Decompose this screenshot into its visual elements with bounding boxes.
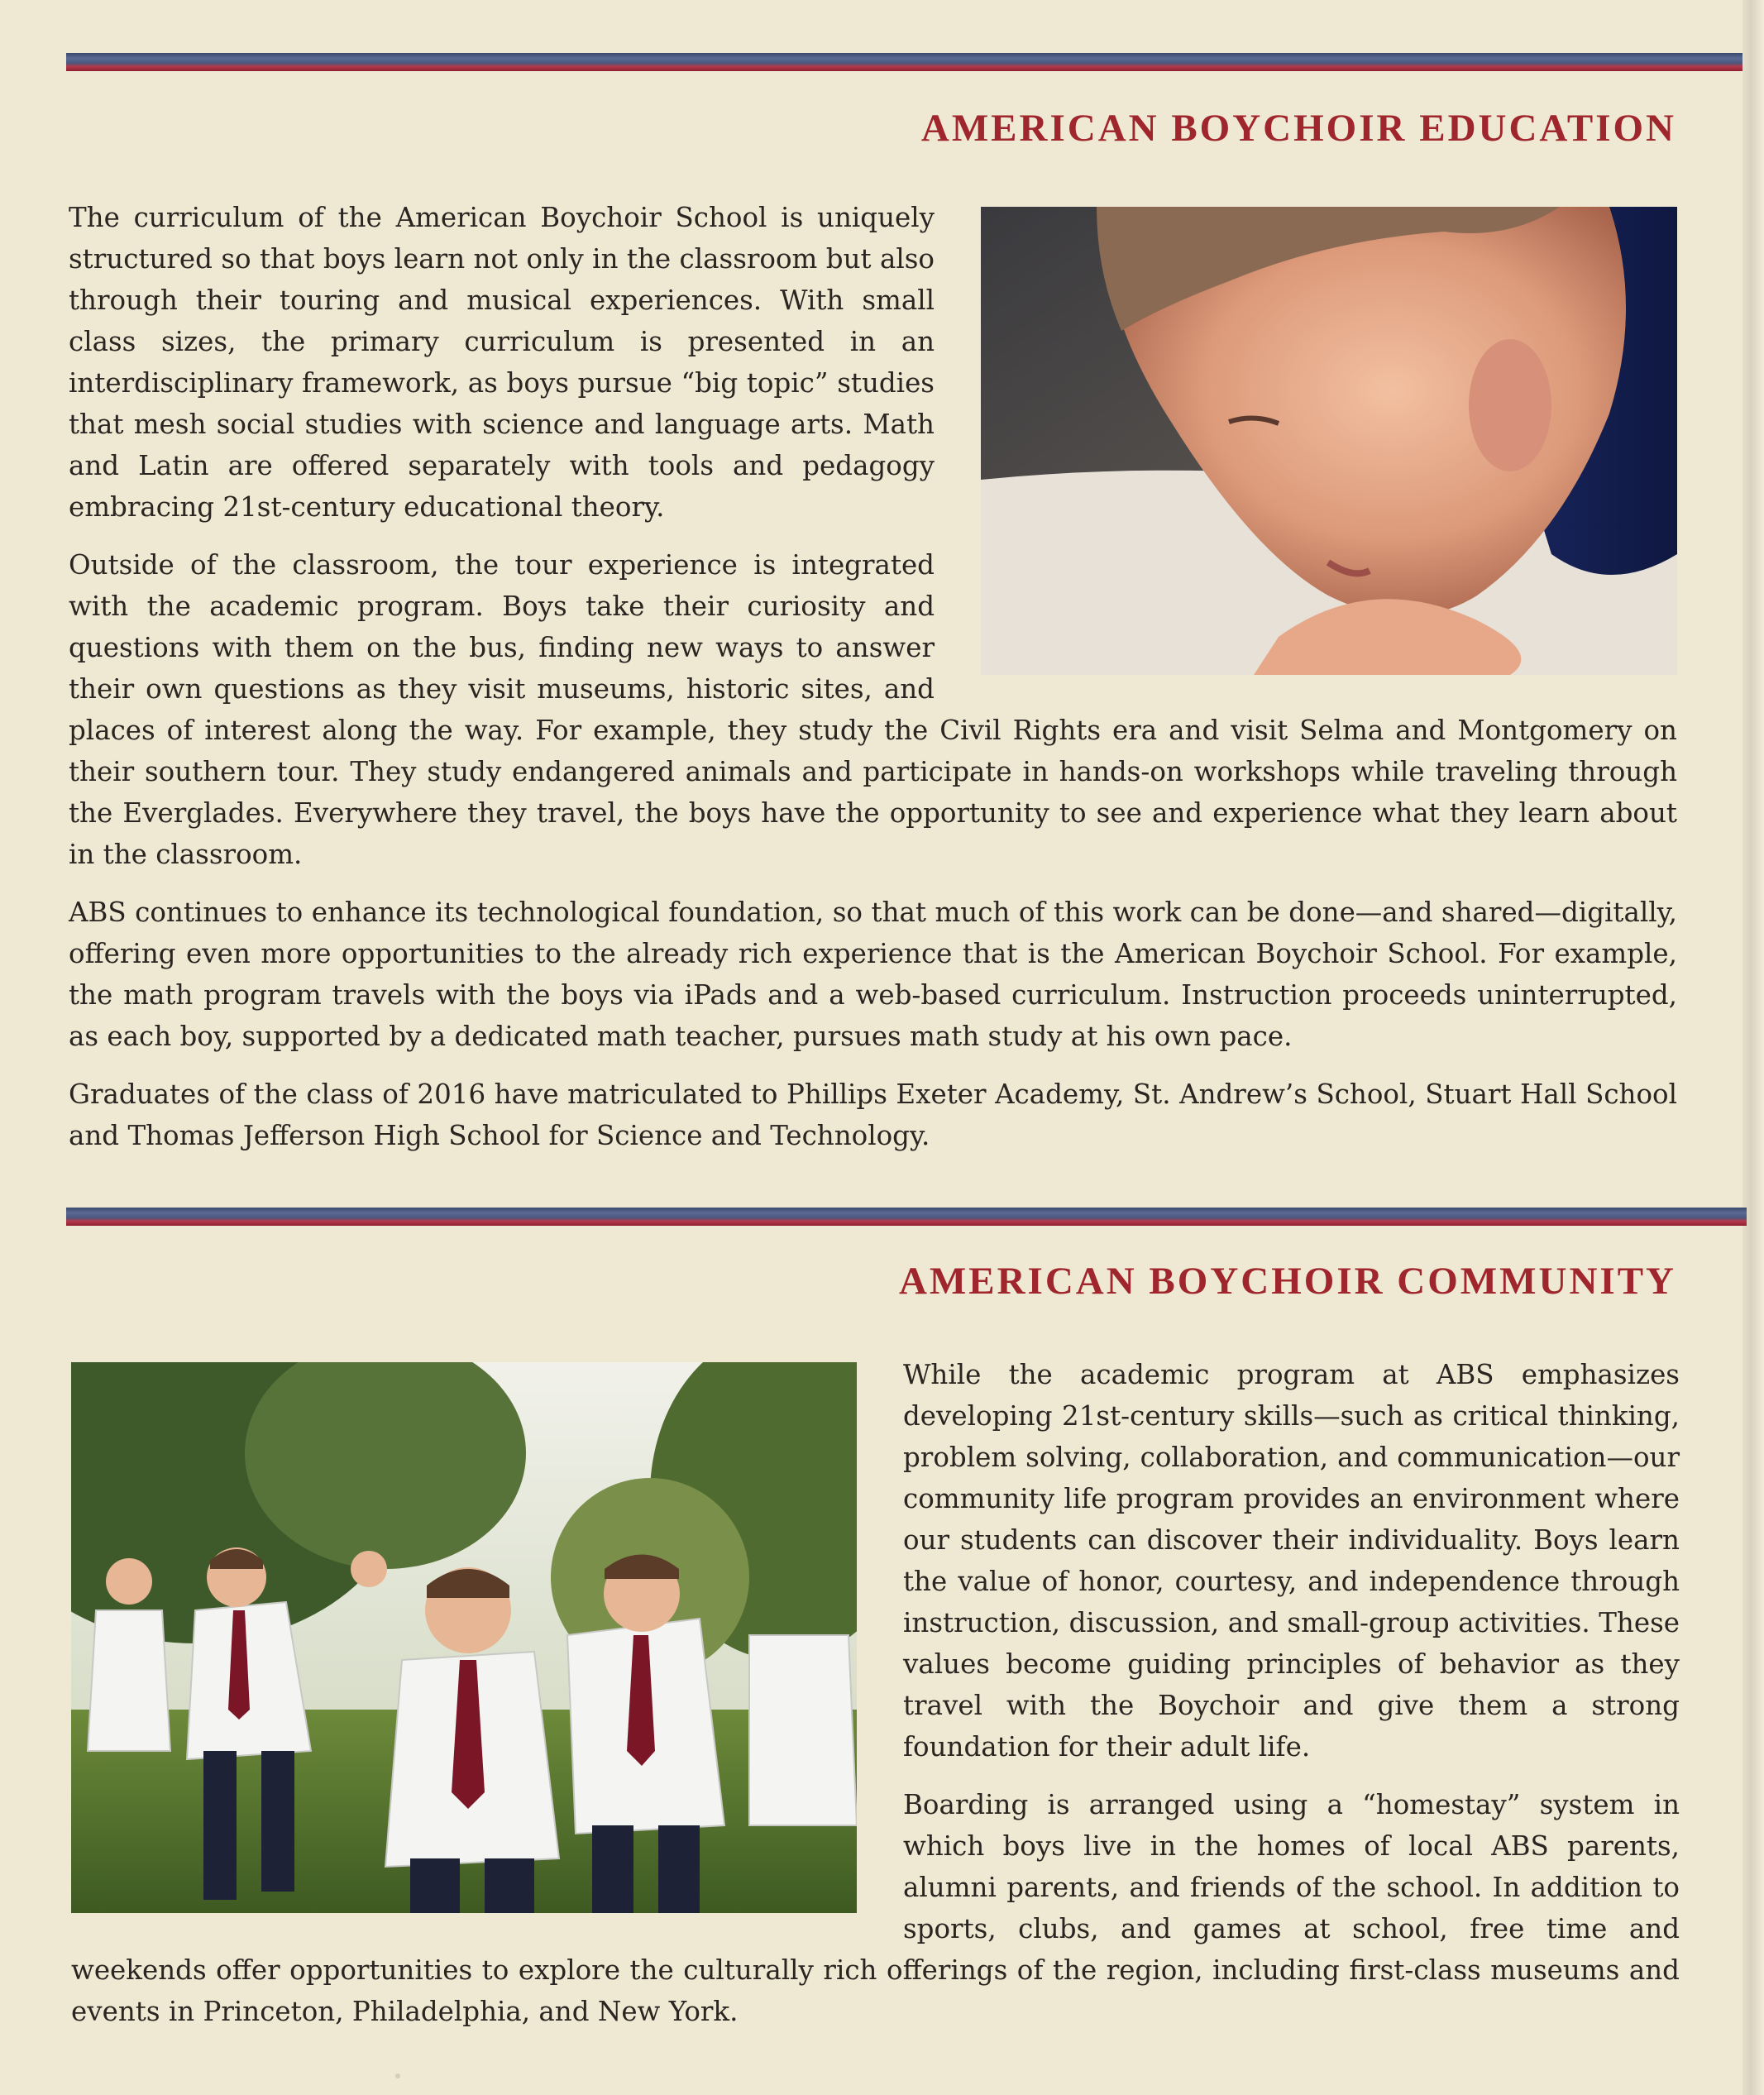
education-heading: AMERICAN BOYCHOIR EDUCATION (920, 107, 1676, 150)
community-section (71, 1354, 1680, 2049)
education-paragraph-2: Outside of the classroom, the tour experience is integrated with the academic program. Boys take their curiosity and questions with them on the bus, finding new ways to answer their own questions as they visit museums, historic sites, and places of interest along the way. For example, they study the Civil Rights era and visit Selma and Montgomery on their southern tour. They study endangered animals and participate in hands-on workshops while traveling through the Everglades. Everywhere they travel, the boys have the opportunity to see and experience what they learn about in the classroom. (69, 549, 1677, 870)
students-running-photo (71, 1362, 857, 1913)
education-paragraph-4: Graduates of the class of 2016 have matriculated to Phillips Exeter Academy, St. Andrew’s School, Stuart Hall School and Thomas Jefferson High School for Science and Technology. (69, 1079, 1677, 1151)
community-heading: AMERICAN BOYCHOIR COMMUNITY (898, 1260, 1676, 1303)
section-divider-education (66, 53, 1742, 71)
page-mark (395, 2073, 400, 2078)
page-gutter (1742, 0, 1764, 2095)
community-paragraph-2: Boarding is arranged using a “homestay” system in which boys live in the homes of local ABS parents, alumni parents, and friends of the school. In addition to sports, clubs, and games at school, free time and weekends offer opportunities to explore the culturally rich offerings of the region, including first-class museums and events in Princeton, Philadelphia, and New York. (71, 1789, 1680, 2027)
education-paragraph-3: ABS continues to enhance its technological foundation, so that much of this work can be done—and shared—digitally, offering even more opportunities to the already rich experience that is the American Boychoir School. For example, the math program travels with the boys via iPads and a web-based curriculum. Instruction proceeds uninterrupted, as each boy, supported by a dedicated math teacher, pursues math study at his own pace. (69, 897, 1677, 1052)
education-section (69, 197, 1677, 1173)
education-paragraph-1: The curriculum of the American Boychoir School is uniquely structured so that boys learn not only in the classroom but also through their touring and musical experiences. With small class sizes, the primary curriculum is presented in an interdisciplinary framework, as boys pursue “big topic” studies that mesh social studies with science and language arts. Math and Latin are offered separately with tools and pedagogy embracing 21st-century educational theory. (69, 202, 935, 523)
section-divider-community (66, 1208, 1747, 1226)
students-running-image (71, 1362, 857, 1913)
student-closeup-image (981, 207, 1677, 675)
student-closeup-photo (981, 207, 1677, 675)
community-paragraph-1: While the academic program at ABS emphasizes developing 21st-century skills—such as critical thinking, problem solving, collaboration, and communication—our community life program provides an environment where our students can discover their individuality. Boys learn the value of honor, courtesy, and independence through instruction, discussion, and small-group activities. These values become guiding principles of behavior as they travel with the Boychoir and give them a strong foundation for their adult life. (903, 1359, 1680, 1763)
